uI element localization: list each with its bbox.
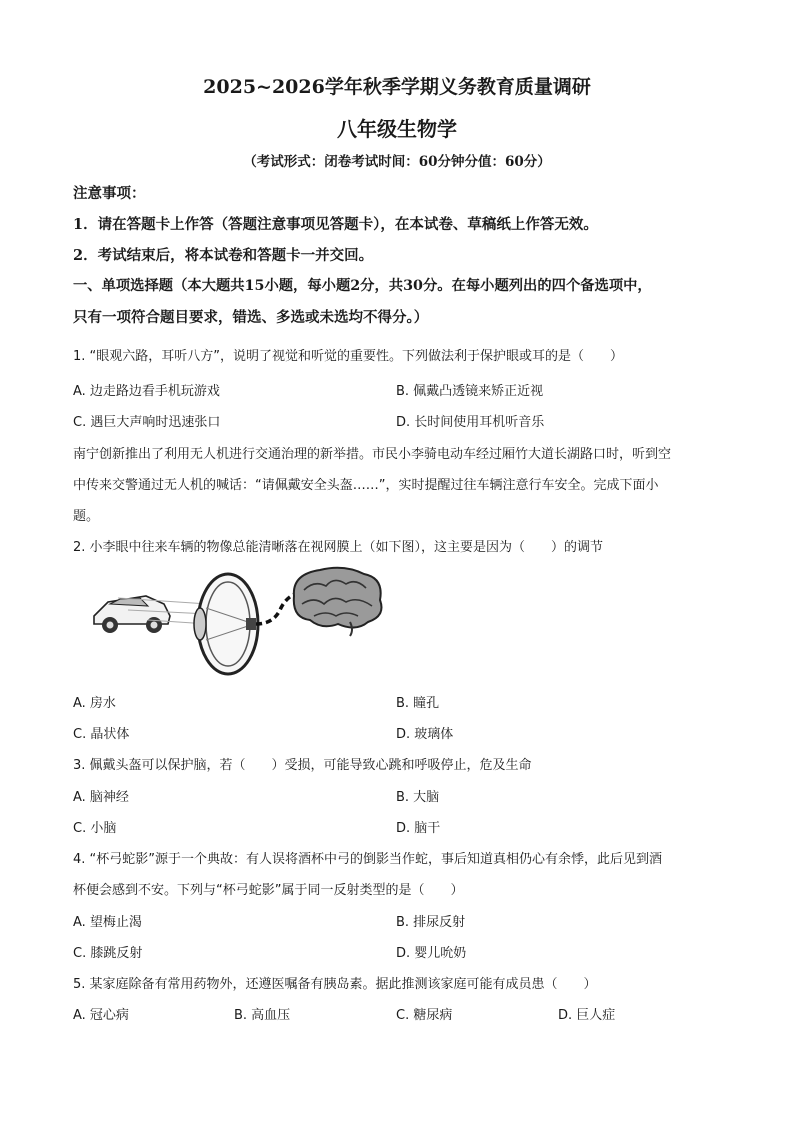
question-1-option-c: C. 遇巨大声响时迅速张口 — [73, 415, 221, 430]
question-3-stem: 3. 佩戴头盔可以保护脑，若（ ）受损，可能导致心跳和呼吸停止，危及生命 — [73, 758, 532, 773]
question-1-stem: 1. “眼观六路，耳听八方”，说明了视觉和听觉的重要性。下列做法利于保护眼或耳的是（ ） — [73, 349, 624, 364]
passage-line-3: 题。 — [73, 509, 100, 524]
section-heading-line1: 一、单项选择题（本大题共15小题，每小题2分，共30分。在每小题列出的四个备选项中， — [73, 278, 652, 294]
question-1-option-d: D. 长时间使用耳机听音乐 — [396, 415, 545, 430]
question-2-option-b: B. 瞳孔 — [396, 696, 440, 711]
question-3-option-b: B. 大脑 — [396, 790, 440, 805]
exam-title: 2025~2026学年秋季学期义务教育质量调研 — [203, 76, 591, 98]
question-5-option-c: C. 糖尿病 — [396, 1008, 453, 1023]
question-2-option-d: D. 玻璃体 — [396, 727, 454, 742]
question-4-option-a: A. 望梅止渴 — [73, 915, 142, 930]
exam-info: （考试形式：闭卷考试时间：60分钟分值：60分） — [243, 154, 551, 170]
question-2-option-c: C. 晶状体 — [73, 727, 130, 742]
question-1-option-b: B. 佩戴凸透镜来矫正近视 — [396, 384, 544, 399]
eyeball-icon — [194, 574, 258, 674]
question-1-option-a: A. 边走路边看手机玩游戏 — [73, 384, 220, 399]
question-5-option-b: B. 高血压 — [234, 1008, 291, 1023]
question-3-option-d: D. 脑干 — [396, 821, 441, 836]
question-4-option-d: D. 婴儿吮奶 — [396, 946, 467, 961]
exam-subtitle: 八年级生物学 — [337, 117, 457, 141]
passage-line-2: 中传来交警通过无人机的喊话：“请佩戴安全头盔……”，实时提醒过往车辆注意行车安全。完成下面小 — [73, 478, 659, 493]
question-3-option-c: C. 小脑 — [73, 821, 117, 836]
question-2-option-a: A. 房水 — [73, 696, 116, 711]
question-4-option-b: B. 排尿反射 — [396, 915, 466, 930]
question-3-option-a: A. 脑神经 — [73, 790, 129, 805]
notes-item-1: 1．请在答题卡上作答（答题注意事项见答题卡），在本试卷、草稿纸上作答无效。 — [73, 216, 598, 233]
notes-heading: 注意事项： — [73, 185, 146, 202]
brain-icon — [294, 568, 382, 636]
question-2-stem: 2. 小李眼中往来车辆的物像总能清晰落在视网膜上（如下图），这主要是因为（ ）的调节 — [73, 540, 604, 555]
passage-line-1: 南宁创新推出了利用无人机进行交通治理的新举措。市民小李骑电动车经过厢竹大道长湖路口时，听到空 — [73, 447, 672, 462]
question-4-stem-line-1: 4. “杯弓蛇影”源于一个典故：有人误将酒杯中弓的倒影当作蛇，事后知道真相仍心有余悸，此后见到酒 — [73, 852, 663, 867]
question-5-option-d: D. 巨人症 — [558, 1008, 616, 1023]
section-heading-line2: 只有一项符合题目要求，错选、多选或未选均不得分。） — [73, 309, 429, 326]
eye-brain-figure — [88, 566, 448, 686]
question-4-option-c: C. 膝跳反射 — [73, 946, 143, 961]
question-5-stem: 5. 某家庭除备有常用药物外，还遵医嘱备有胰岛素。据此推测该家庭可能有成员患（ ） — [73, 977, 597, 992]
question-4-stem-line-2: 杯便会感到不安。下列与“杯弓蛇影”属于同一反射类型的是（ ） — [73, 883, 464, 898]
question-5-option-a: A. 冠心病 — [73, 1008, 129, 1023]
car-icon — [94, 596, 208, 633]
notes-item-2: 2．考试结束后，将本试卷和答题卡一并交回。 — [73, 247, 374, 264]
